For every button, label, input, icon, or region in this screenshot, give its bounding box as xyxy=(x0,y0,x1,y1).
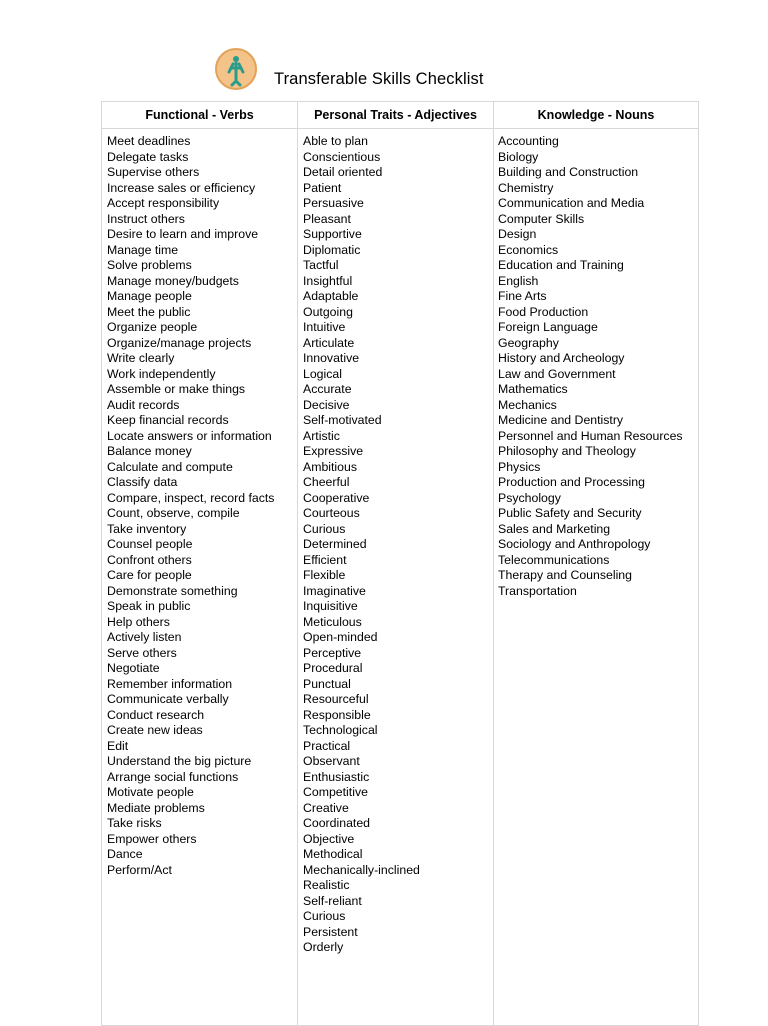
skill-item: Cheerful xyxy=(303,475,350,489)
skill-item: Tactful xyxy=(303,258,339,272)
skill-item: Actively listen xyxy=(107,630,182,644)
skill-item: Computer Skills xyxy=(498,211,585,226)
skill-item: Empower others xyxy=(107,831,197,846)
header-divider xyxy=(102,128,698,129)
personal-traits-list xyxy=(303,134,420,956)
skill-item: Curious xyxy=(303,521,346,536)
skill-item: Articulate xyxy=(303,335,355,350)
skill-item: Pleasant xyxy=(303,211,351,226)
column-header-functional: Functional - Verbs xyxy=(145,108,254,122)
skill-item: Able to plan xyxy=(303,134,368,148)
skill-item: Education and Training xyxy=(498,258,624,272)
skill-item: History and Archeology xyxy=(498,351,625,365)
skill-item: Objective xyxy=(303,831,355,846)
skill-item: Meticulous xyxy=(303,614,362,629)
skill-item: Dance xyxy=(107,847,143,861)
skill-item: Self-reliant xyxy=(303,893,362,908)
skill-item: Serve others xyxy=(107,645,177,660)
skill-item: Curious xyxy=(303,909,346,923)
skill-item: Negotiate xyxy=(107,661,160,675)
skill-item: Diplomatic xyxy=(303,242,361,257)
skill-item: Calculate and compute xyxy=(107,459,233,474)
skill-item: Chemistry xyxy=(498,180,554,195)
skill-item: Technological xyxy=(303,723,378,737)
skill-item: Intuitive xyxy=(303,320,346,334)
skill-item: Ambitious xyxy=(303,459,357,474)
skill-item: Organize/manage projects xyxy=(107,335,252,350)
skill-item: Medicine and Dentistry xyxy=(498,413,624,427)
skill-item: Adaptable xyxy=(303,289,359,303)
skill-item: Realistic xyxy=(303,878,350,892)
skill-item: Help others xyxy=(107,614,170,629)
skill-item: Manage money/budgets xyxy=(107,273,239,288)
skill-item: Conduct research xyxy=(107,707,205,722)
skill-item: Assemble or make things xyxy=(107,382,246,396)
skill-item: Food Production xyxy=(498,304,589,319)
skill-item: Law and Government xyxy=(498,366,616,381)
skill-item: Communication and Media xyxy=(498,196,645,210)
skill-item: Take risks xyxy=(107,816,162,830)
skill-item: English xyxy=(498,273,539,288)
skill-item: Mediate problems xyxy=(107,800,205,815)
skill-item: Insightful xyxy=(303,273,353,288)
skill-item: Public Safety and Security xyxy=(498,506,642,520)
skill-item: Psychology xyxy=(498,490,561,505)
skill-item: Artistic xyxy=(303,428,340,443)
page-title: Transferable Skills Checklist xyxy=(274,70,484,88)
skill-item: Create new ideas xyxy=(107,723,203,737)
skill-item: Design xyxy=(498,227,537,241)
skill-item: Persistent xyxy=(303,924,358,939)
skill-item: Flexible xyxy=(303,568,346,582)
skill-item: Logical xyxy=(303,366,342,381)
skill-item: Biology xyxy=(498,149,539,164)
skill-item: Punctual xyxy=(303,676,351,691)
skill-item: Cooperative xyxy=(303,490,370,505)
skill-item: Classify data xyxy=(107,475,178,489)
skill-item: Accept responsibility xyxy=(107,196,220,210)
skills-table xyxy=(101,101,699,1026)
skill-item: Procedural xyxy=(303,661,363,675)
skill-item: Transportation xyxy=(498,583,577,598)
skill-item: Personnel and Human Resources xyxy=(498,428,683,443)
skill-item: Counsel people xyxy=(107,537,193,551)
skill-item: Self-motivated xyxy=(303,413,382,427)
skill-item: Orderly xyxy=(303,940,344,954)
skill-item: Confront others xyxy=(107,552,192,567)
skill-item: Perform/Act xyxy=(107,862,172,877)
skill-item: Accurate xyxy=(303,382,352,396)
skill-item: Locate answers or information xyxy=(107,428,272,443)
skill-item: Increase sales or efficiency xyxy=(107,180,256,195)
skill-item: Foreign Language xyxy=(498,320,598,334)
logo xyxy=(215,48,257,90)
skill-item: Compare, inspect, record facts xyxy=(107,490,275,505)
skill-item: Mechanics xyxy=(498,397,557,412)
skill-item: Observant xyxy=(303,754,360,768)
skill-item: Therapy and Counseling xyxy=(498,568,632,582)
skill-item: Manage people xyxy=(107,289,192,303)
skill-item: Resourceful xyxy=(303,692,369,706)
skill-item: Efficient xyxy=(303,552,347,567)
skill-item: Production and Processing xyxy=(498,475,645,489)
skill-item: Care for people xyxy=(107,568,192,582)
skill-item: Speak in public xyxy=(107,599,191,613)
skill-item: Mechanically-inclined xyxy=(303,862,420,877)
skill-item: Remember information xyxy=(107,676,233,691)
skill-item: Responsible xyxy=(303,707,371,722)
skill-item: Sociology and Anthropology xyxy=(498,537,651,551)
skill-item: Manage time xyxy=(107,242,179,257)
skill-item: Geography xyxy=(498,335,559,350)
skill-item: Sales and Marketing xyxy=(498,521,611,536)
skill-item: Organize people xyxy=(107,320,198,334)
column-divider xyxy=(297,102,298,1025)
figure-icon xyxy=(217,50,255,88)
functional-verbs-list xyxy=(107,134,274,878)
skill-item: Practical xyxy=(303,738,351,753)
skill-item: Courteous xyxy=(303,506,360,520)
skill-item: Instruct others xyxy=(107,211,185,226)
skill-item: Building and Construction xyxy=(498,165,639,179)
skill-item: Write clearly xyxy=(107,351,175,365)
skill-item: Delegate tasks xyxy=(107,149,189,164)
skill-item: Philosophy and Theology xyxy=(498,444,636,458)
skill-item: Count, observe, compile xyxy=(107,506,240,520)
skill-item: Outgoing xyxy=(303,304,353,319)
column-divider xyxy=(493,102,494,1025)
skill-item: Keep financial records xyxy=(107,413,229,427)
skill-item: Balance money xyxy=(107,444,192,458)
skill-item: Creative xyxy=(303,800,349,815)
skill-item: Telecommunications xyxy=(498,552,610,567)
skill-item: Fine Arts xyxy=(498,289,547,303)
skill-item: Audit records xyxy=(107,397,180,412)
skill-item: Desire to learn and improve xyxy=(107,227,259,241)
skill-item: Patient xyxy=(303,180,342,195)
skill-item: Understand the big picture xyxy=(107,754,252,768)
skill-item: Physics xyxy=(498,459,541,474)
skill-item: Persuasive xyxy=(303,196,364,210)
skill-item: Supportive xyxy=(303,227,362,241)
skill-item: Imaginative xyxy=(303,583,366,598)
skill-item: Decisive xyxy=(303,397,350,412)
skill-item: Expressive xyxy=(303,444,364,458)
skill-item: Enthusiastic xyxy=(303,769,370,784)
skill-item: Work independently xyxy=(107,366,216,381)
skill-item: Solve problems xyxy=(107,258,192,272)
skill-item: Arrange social functions xyxy=(107,769,239,784)
skill-item: Methodical xyxy=(303,847,363,861)
skill-item: Supervise others xyxy=(107,165,200,179)
column-header-personal-traits: Personal Traits - Adjectives xyxy=(314,108,477,122)
skill-item: Demonstrate something xyxy=(107,583,238,598)
knowledge-nouns-list xyxy=(498,134,683,599)
skill-item: Economics xyxy=(498,242,559,257)
skill-item: Innovative xyxy=(303,351,360,365)
skill-item: Communicate verbally xyxy=(107,692,229,706)
skill-item: Coordinated xyxy=(303,816,370,830)
skill-item: Inquisitive xyxy=(303,599,358,613)
skill-item: Mathematics xyxy=(498,382,568,396)
skill-item: Open-minded xyxy=(303,630,378,644)
skill-item: Determined xyxy=(303,537,367,551)
skill-item: Accounting xyxy=(498,134,559,148)
skill-item: Meet deadlines xyxy=(107,134,191,148)
skill-item: Detail oriented xyxy=(303,165,383,179)
skill-item: Edit xyxy=(107,738,129,753)
skill-item: Perceptive xyxy=(303,645,362,660)
skill-item: Take inventory xyxy=(107,521,187,536)
skill-item: Meet the public xyxy=(107,304,191,319)
skill-item: Motivate people xyxy=(107,785,194,799)
skill-item: Conscientious xyxy=(303,149,381,164)
skill-item: Competitive xyxy=(303,785,368,799)
column-header-knowledge: Knowledge - Nouns xyxy=(537,108,655,122)
